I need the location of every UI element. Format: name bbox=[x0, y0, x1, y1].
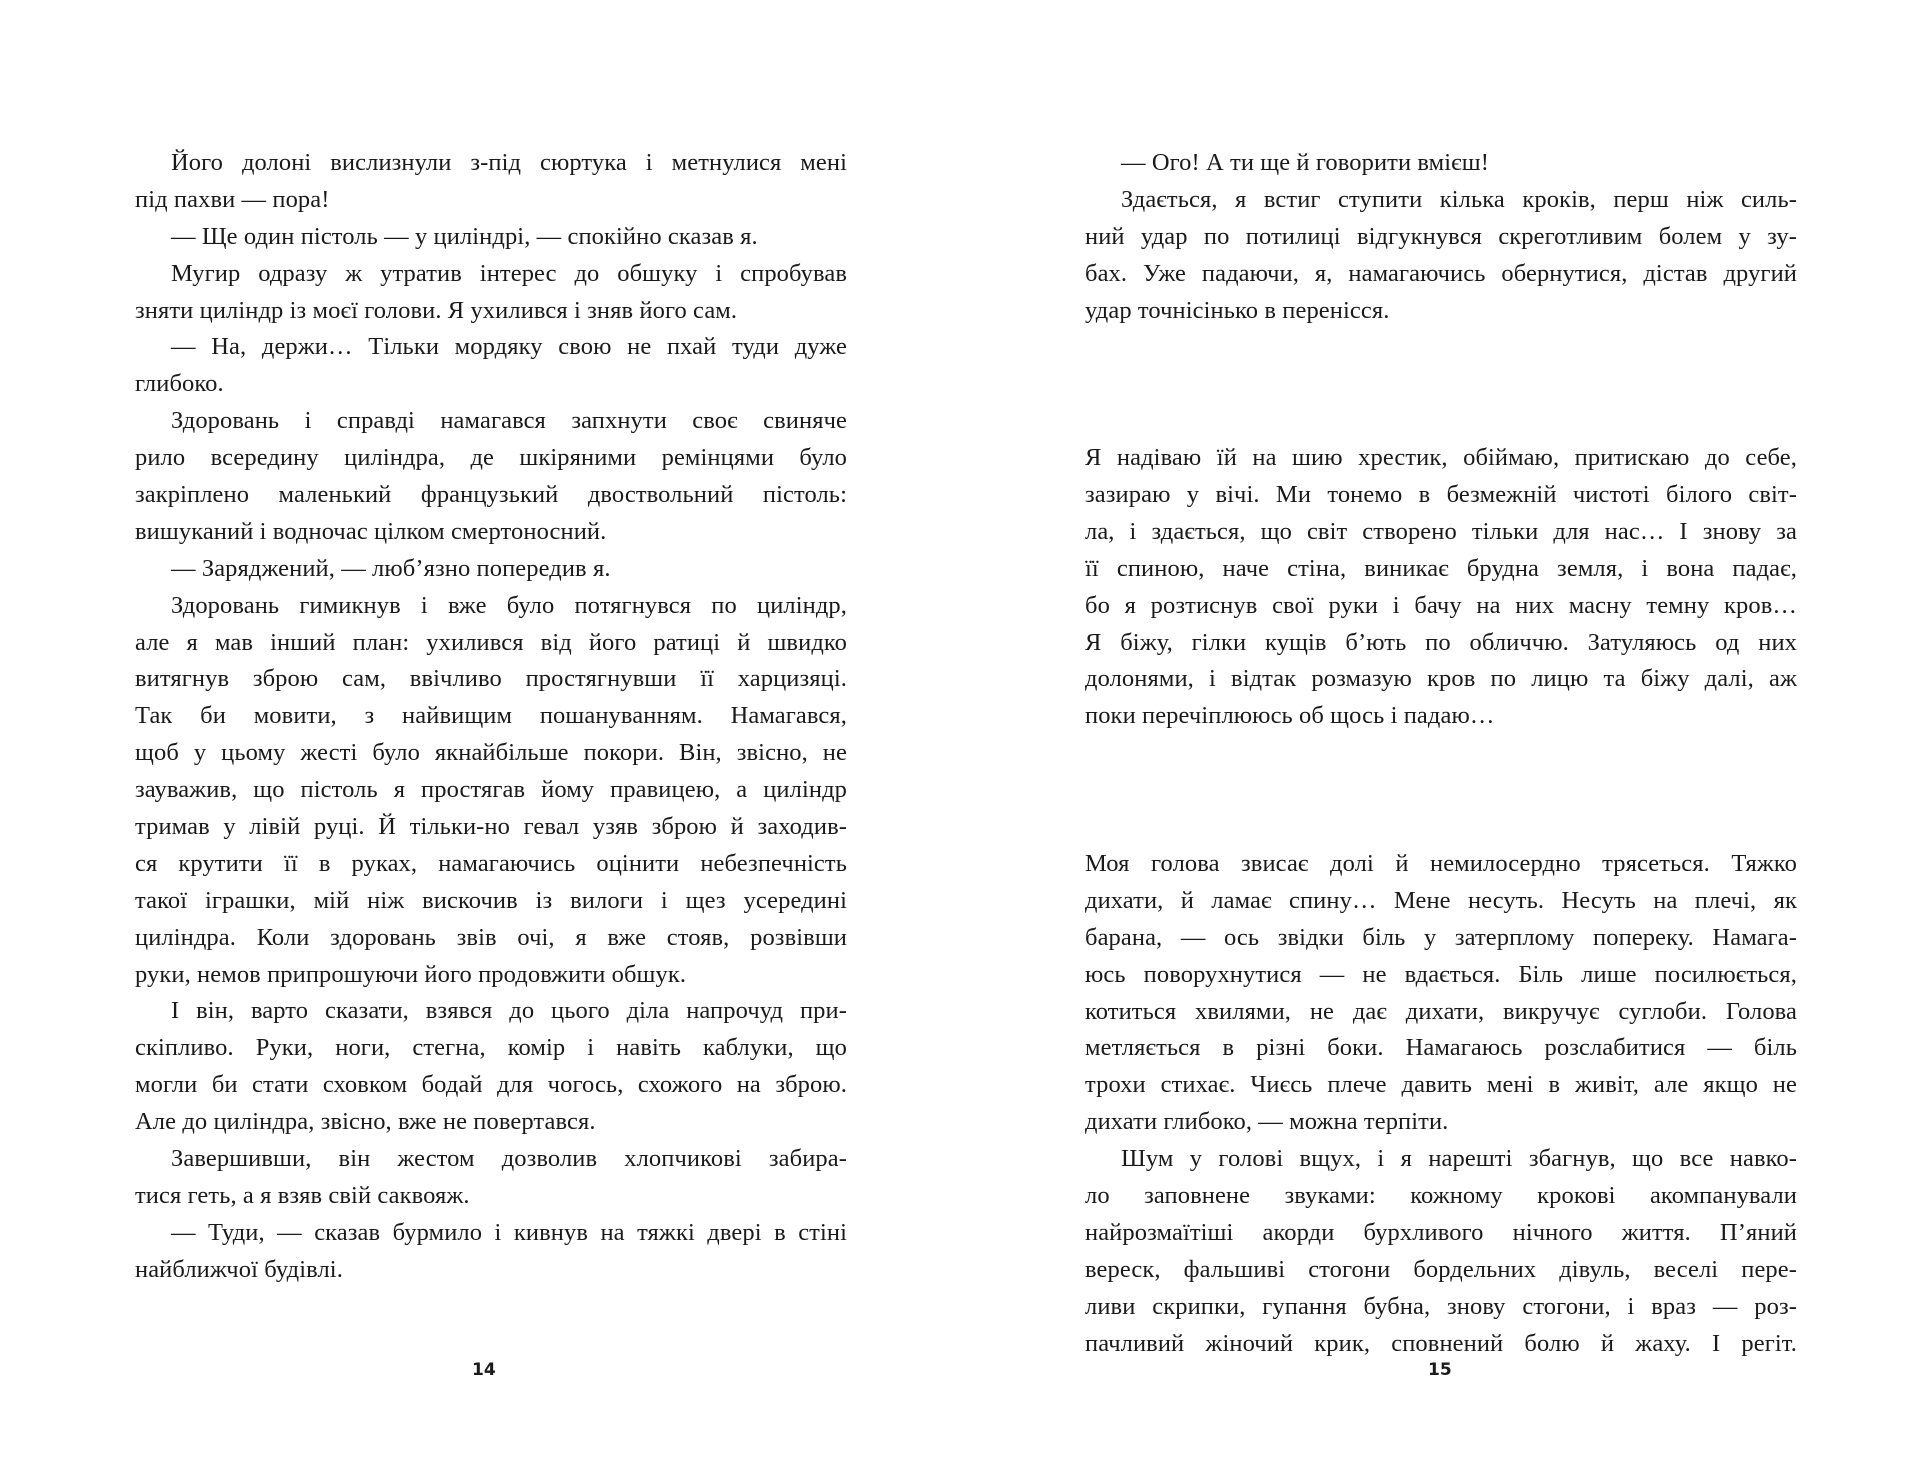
text-line: такої іграшки, мій ніж вискочив із вилоги і щез усередині bbox=[135, 886, 847, 914]
text-line: удар точнісінько в перенісся. bbox=[1085, 296, 1390, 324]
text-line: закріплено маленький французький двоствольний пістоль: bbox=[135, 481, 847, 509]
text-line: скіпливо. Руки, ноги, стегна, комір і навіть каблуки, що bbox=[135, 1034, 847, 1062]
text-line: трохи стихає. Чиєсь плече давить мені в живіт, але якщо не bbox=[1085, 1071, 1797, 1099]
text-line: — Туди, — сказав бурмило і кивнув на тяжкі двері в стіні bbox=[171, 1218, 847, 1246]
left-page-text bbox=[135, 145, 847, 1289]
text-line: Мугир одразу ж утратив інтерес до обшуку і спробував bbox=[171, 259, 847, 287]
text-line: Я біжу, гілки кущів б’ють по обличчю. Затуляюсь од них bbox=[1085, 628, 1797, 656]
right-page bbox=[960, 0, 1920, 1477]
text-line: бах. Уже падаючи, я, намагаючись обернутися, дістав другий bbox=[1085, 259, 1797, 287]
text-line: могли би стати сховком бодай для чогось, схожого на зброю. bbox=[135, 1071, 847, 1099]
text-line: — Заряджений, — люб’язно попередив я. bbox=[171, 554, 611, 582]
text-line: ла, і здається, що світ створено тільки для нас… І знову за bbox=[1085, 517, 1797, 545]
text-line: вишуканий і водночас цілком смертоносний. bbox=[135, 517, 607, 545]
text-line: під пахви — пора! bbox=[135, 185, 330, 213]
section-break bbox=[1085, 329, 1797, 440]
text-line: Шум у голові вщух, і я нарешті збагнув, що все навко- bbox=[1121, 1145, 1797, 1173]
text-line: витягнув зброю сам, ввічливо простягнувши її харцизяці. bbox=[135, 665, 847, 693]
text-line: пачливий жіночий крик, сповнений болю й жаху. І регіт. bbox=[1085, 1329, 1797, 1357]
text-line: ливи скрипки, гупання бубна, знову стогони, і враз — роз- bbox=[1085, 1292, 1797, 1320]
text-line: рило всередину циліндра, де шкіряними ремінцями було bbox=[135, 444, 847, 472]
text-line: руки, немов припрошуючи його продовжити обшук. bbox=[135, 960, 687, 988]
text-line: котиться хвилями, не дає дихати, викручує суглоби. Голова bbox=[1085, 997, 1797, 1025]
text-line: Я надіваю їй на шию хрестик, обіймаю, притискаю до себе, bbox=[1085, 444, 1797, 472]
text-line: — Ого! А ти ще й говорити вмієш! bbox=[1121, 149, 1489, 176]
text-line: зауважив, що пістоль я простягав йому правицею, а циліндр bbox=[135, 776, 847, 804]
text-line: метляється в різні боки. Намагаюсь розслабитися — біль bbox=[1085, 1034, 1797, 1062]
text-line: Але до циліндра, звісно, вже не повертався. bbox=[135, 1108, 596, 1136]
page-number: 15 bbox=[1428, 1360, 1452, 1380]
right-page-text bbox=[1085, 145, 1797, 1362]
text-line: Моя голова звисає долі й немилосердно трясеться. Тяжко bbox=[1085, 849, 1797, 877]
section-break bbox=[1085, 735, 1797, 846]
text-line: Здається, я встиг ступити кілька кроків, перш ніж силь- bbox=[1121, 185, 1797, 213]
text-line: Його долоні вислизнули з-під сюртука і метнулися мені bbox=[171, 149, 847, 176]
text-line: циліндра. Коли здоровань звів очі, я вже стояв, розвівши bbox=[135, 923, 847, 951]
text-line: ло заповнене звуками: кожному крокові акомпанували bbox=[1085, 1181, 1797, 1209]
text-line: найближчої будівлі. bbox=[135, 1255, 343, 1283]
text-line: найрозмаїтіші акорди бурхливого нічного життя. П’яний bbox=[1085, 1218, 1797, 1246]
text-line: тримав у лівій руці. Й тільки-но гевал узяв зброю й заходив- bbox=[135, 813, 847, 841]
text-line: барана, — ось звідки біль у затерплому попереку. Намага- bbox=[1085, 923, 1797, 951]
text-line: глибоко. bbox=[135, 370, 224, 398]
page-number: 14 bbox=[472, 1360, 496, 1380]
text-line: Здоровань гимикнув і вже було потягнувся по циліндр, bbox=[171, 591, 847, 619]
text-line: Так би мовити, з найвищим пошануванням. Намагався, bbox=[135, 702, 847, 730]
text-line: Завершивши, він жестом дозволив хлопчикові забира- bbox=[171, 1145, 847, 1173]
text-line: зазираю у вічі. Ми тонемо в безмежній чистоті білого світ- bbox=[1085, 481, 1797, 509]
text-line: Здоровань і справді намагався запхнути своє свиняче bbox=[171, 407, 847, 435]
text-line: вереск, фальшиві стогони бордельних дівуль, веселі пере- bbox=[1085, 1255, 1797, 1283]
text-line: поки перечіплююсь об щось і падаю… bbox=[1085, 702, 1495, 730]
text-line: дихати, й ламає спину… Мене несуть. Несуть на плечі, як bbox=[1085, 886, 1797, 914]
text-line: тися геть, а я взяв свій саквояж. bbox=[135, 1181, 470, 1209]
text-line: бо я розтиснув свої руки і бачу на них масну темну кров… bbox=[1085, 591, 1797, 619]
text-line: ся крутити її в руках, намагаючись оцінити небезпечність bbox=[135, 849, 847, 877]
text-line: але я мав інший план: ухилився від його ратиці й швидко bbox=[135, 628, 847, 656]
text-line: дихати глибоко, — можна терпіти. bbox=[1085, 1108, 1449, 1136]
text-line: зняти циліндр із моєї голови. Я ухилився і зняв його сам. bbox=[135, 296, 738, 324]
text-line: її спиною, наче стіна, виникає брудна земля, і вона падає, bbox=[1085, 554, 1797, 582]
text-line: щоб у цьому жесті було якнайбільше покори. Він, звісно, не bbox=[135, 739, 847, 767]
text-line: долонями, і відтак розмазую кров по лицю та біжу далі, аж bbox=[1085, 665, 1797, 693]
text-line: І він, варто сказати, взявся до цього діла напрочуд при- bbox=[171, 997, 847, 1025]
text-line: ний удар по потилиці відгукнувся скреготливим болем у зу- bbox=[1085, 222, 1797, 250]
text-line: — Ще один пістоль — у циліндрі, — спокійно сказав я. bbox=[171, 222, 758, 250]
text-line: — На, держи… Тільки мордяку свою не пхай туди дуже bbox=[171, 333, 847, 361]
text-line: юсь поворухнутися — не вдається. Біль лише посилюється, bbox=[1085, 960, 1797, 988]
